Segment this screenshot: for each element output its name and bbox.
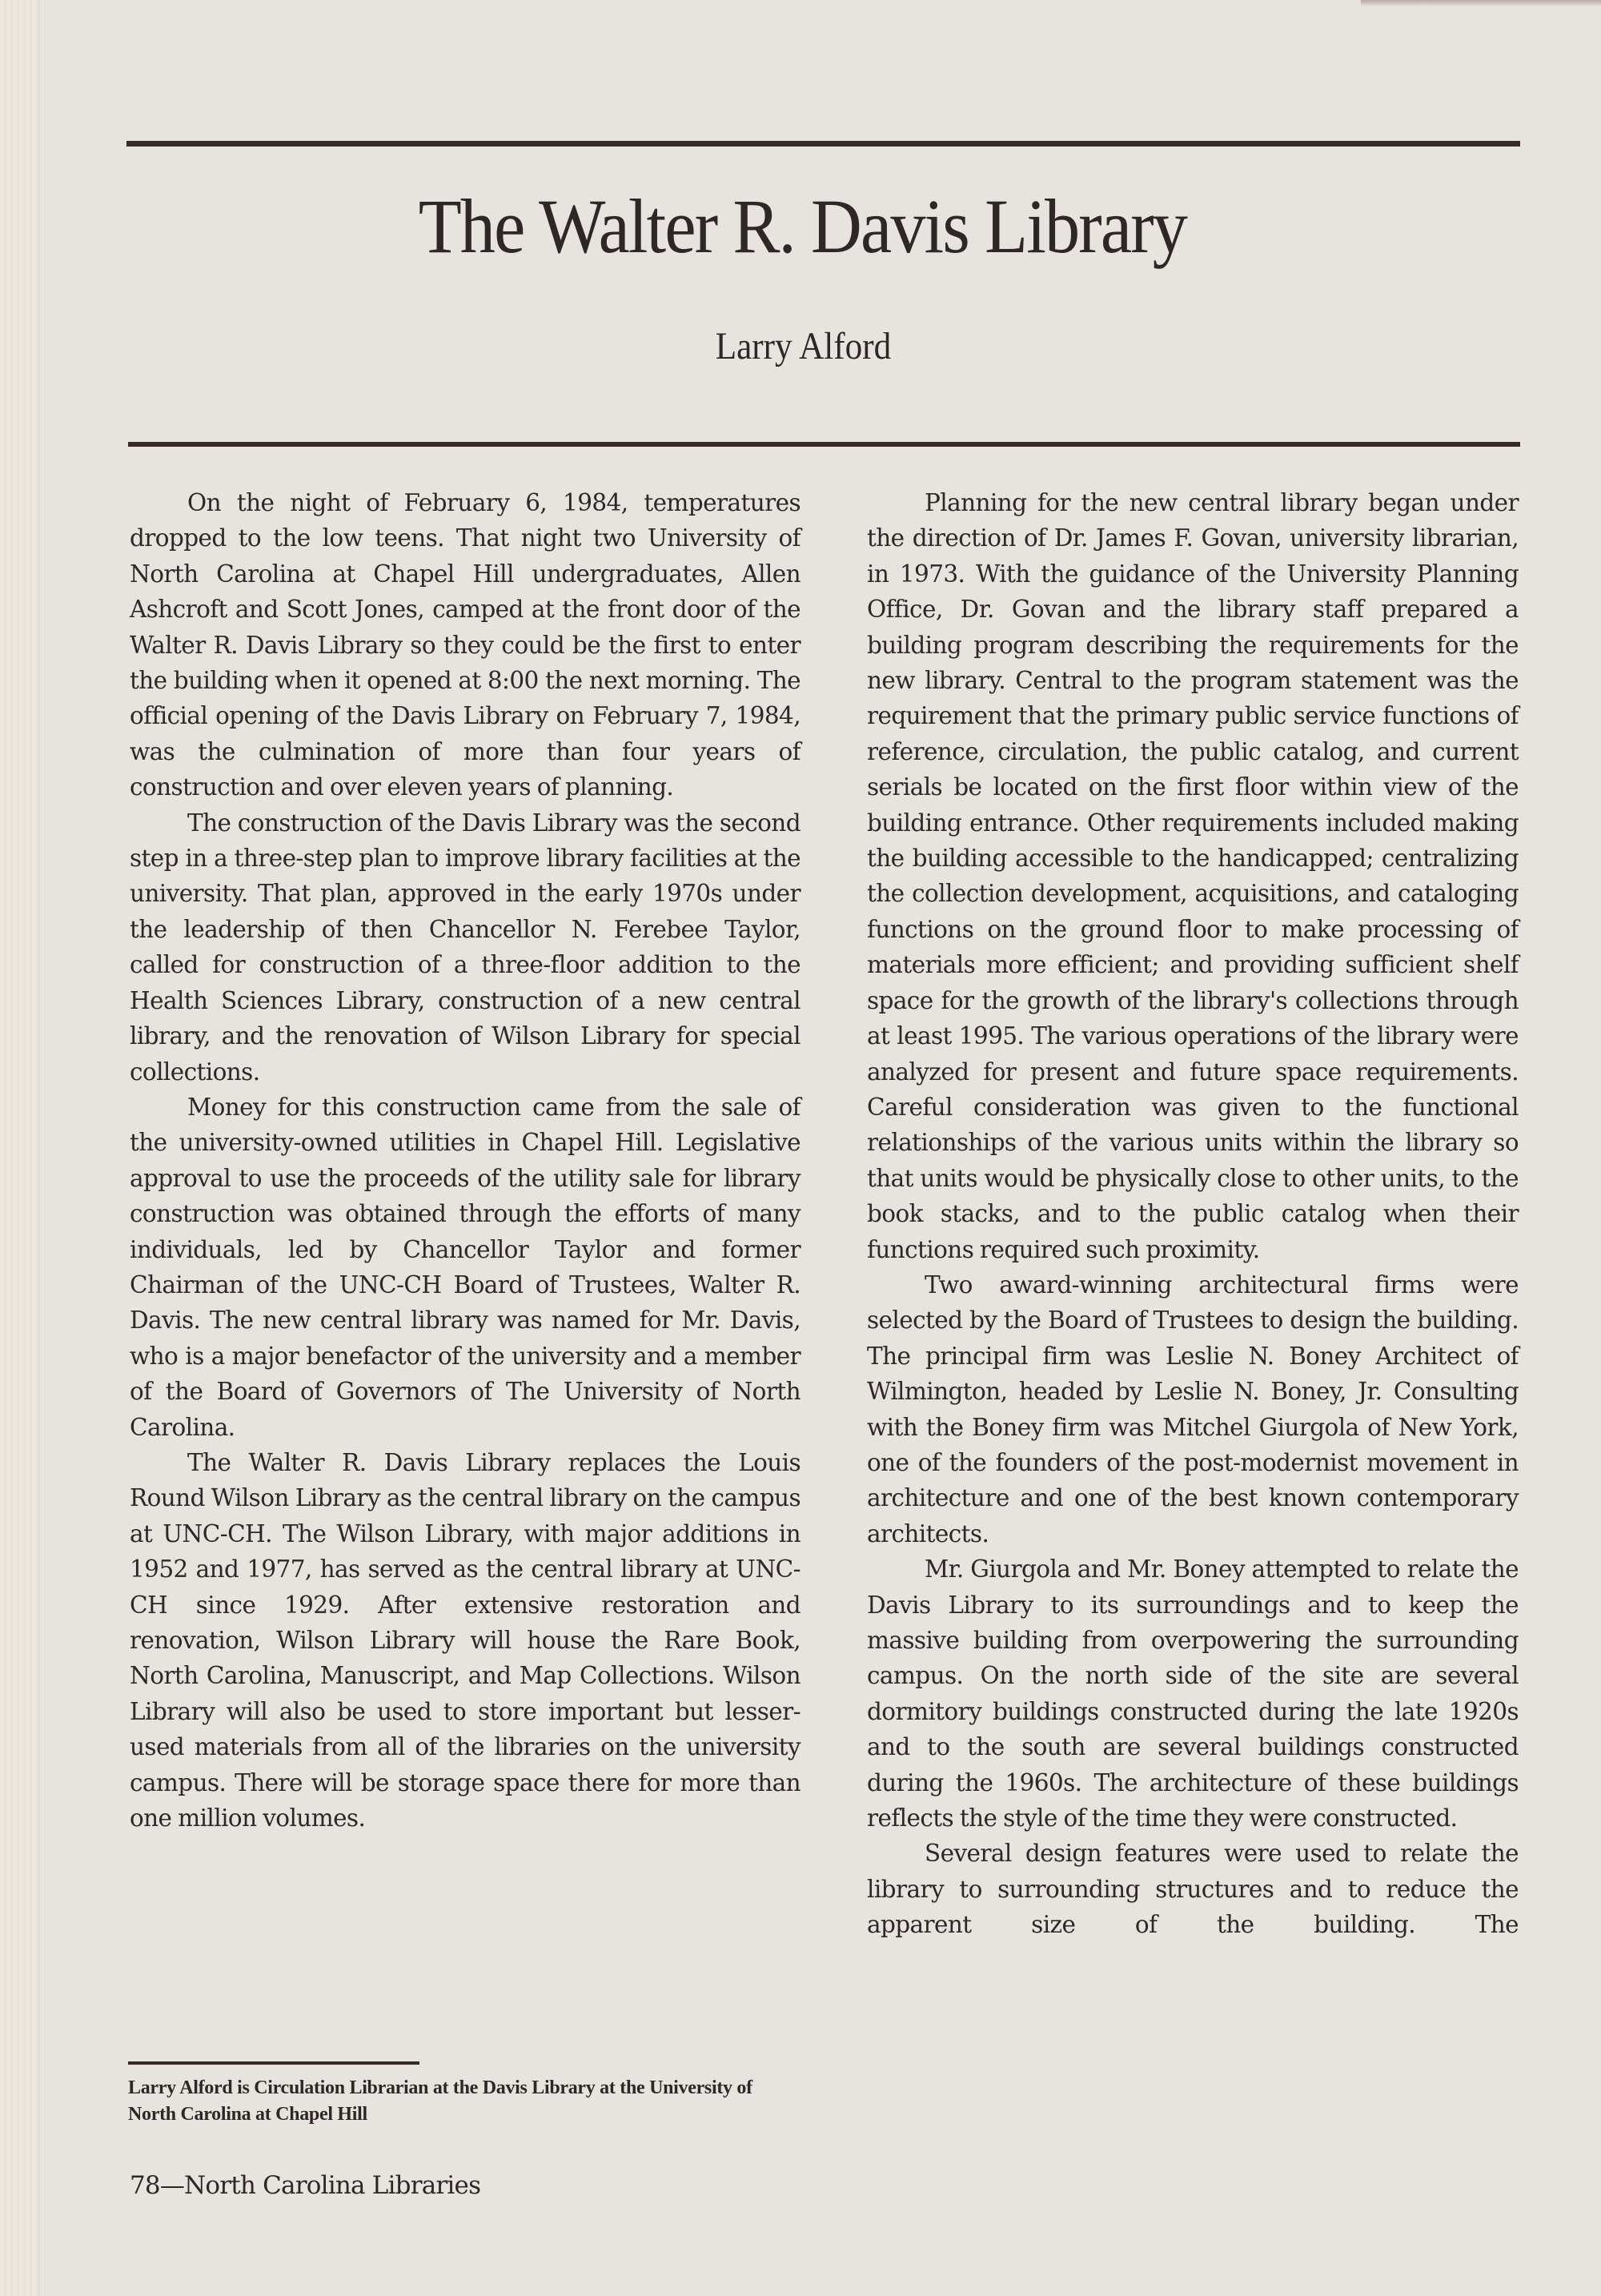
paragraph: Mr. Giurgola and Mr. Boney attempted to relate the Davis Library to its surroundings and to keep the massive building from overpowering the surrounding campus. On the north side of the site are several dormitory buildings constructed during the late 1920s and to the south are several buildings constructed during the 1960s. The architecture of these buildings reflects the style of the time they were constructed. [867,1555,1519,1832]
page-folio: 78—North Carolina Libraries [130,2171,481,2200]
paragraph: Several design features were used to relate the library to surrounding structures and to reduce the apparent size of the building. The [867,1840,1519,1939]
paragraph: Two award-winning architectural firms were selected by the Board of Trustees to design the building. The principal firm was Leslie N. Boney Architect of Wilmington, headed by Leslie N. Boney, Jr. Consulting with the Boney firm was Mitchel Giurgola of New York, one of the founders of the post-modernist movement in architecture and one of the best known contemporary architects. [867,1270,1519,1547]
paragraph: On the night of February 6, 1984, temperatures dropped to the low teens. That night two University of North Carolina at Chapel Hill undergraduates, Allen Ashcroft and Scott Jones, camped at the front door of the Walter R. Davis Library so they could be the first to enter the building when it opened at 8:00 the next morning. The official opening of the Davis Library on February 7, 1984, was the culmination of more than four years of construction and over eleven years of planning. [130,489,800,801]
footnote-rule [128,2061,419,2065]
paragraph: Planning for the new central library began under the direction of Dr. James F. Govan, university librarian, in 1973. With the guidance of the University Planning Office, Dr. Govan and the library staff prepared a building program describing the requirements for the new library. Central to the program statement was the requirement that the primary public service functions of reference, circulation, the public catalog, and current serials be located on the first floor within view of the building entrance. Other requirements included making the building accessible to the handicapped; centralizing the collection development, acquisitions, and cataloging functions on the ground floor to make processing of materials more efficient; and providing sufficient shelf space for the growth of the library's collections through at least 1995. The various operations of the library were analyzed for present and future space requirements. Careful consideration was given to the functional relationships of the various units within the library so that units would be physically close to other units, to the book stacks, and to the public catalog when their functions required such proximity. [867,489,1519,1263]
right-column [867,485,1519,1943]
article-title: The Walter R. Davis Library [418,183,1187,269]
paragraph: The construction of the Davis Library was the second step in a three-step plan to improve library facilities at the university. That plan, approved in the early 1970s under the leadership of then Chancellor N. Ferebee Taylor, called for construction of a three-floor addition to the Health Sciences Library, construction of a new central library, and the renovation of Wilson Library for special collections. [130,809,800,1086]
page-edge-stack [0,0,39,2296]
paragraph: Money for this construction came from the sale of the university-owned utilities in Chapel Hill. Legislative approval to use the proceeds of the utility sale for library construction was obtained through the efforts of many individuals, led by Chancellor Taylor and former Chairman of the UNC-CH Board of Trustees, Walter R. Davis. The new central library was named for Mr. Davis, who is a major benefactor of the university and a member of the Board of Governors of The University of North Carolina. [130,1093,800,1441]
header-rule-bottom [128,442,1520,447]
paragraph: The Walter R. Davis Library replaces the Louis Round Wilson Library as the central library on the campus at UNC-CH. The Wilson Library, with major additions in 1952 and 1977, has served as the central library at UNC-CH since 1929. After extensive restoration and renovation, Wilson Library will house the Rare Book, North Carolina, Manuscript, and Map Collections. Wilson Library will also be used to store important but lesser-used materials from all of the libraries on the university campus. There will be storage space there for more than one million volumes. [130,1448,800,1832]
author-footnote: Larry Alford is Circulation Librarian at the Davis Library at the University of North Carolina at Chapel Hill [128,2077,752,2125]
article-author: Larry Alford [715,325,892,367]
page-top-shadow [1361,0,1601,6]
header-rule-top [126,141,1520,147]
left-column [130,485,800,1836]
